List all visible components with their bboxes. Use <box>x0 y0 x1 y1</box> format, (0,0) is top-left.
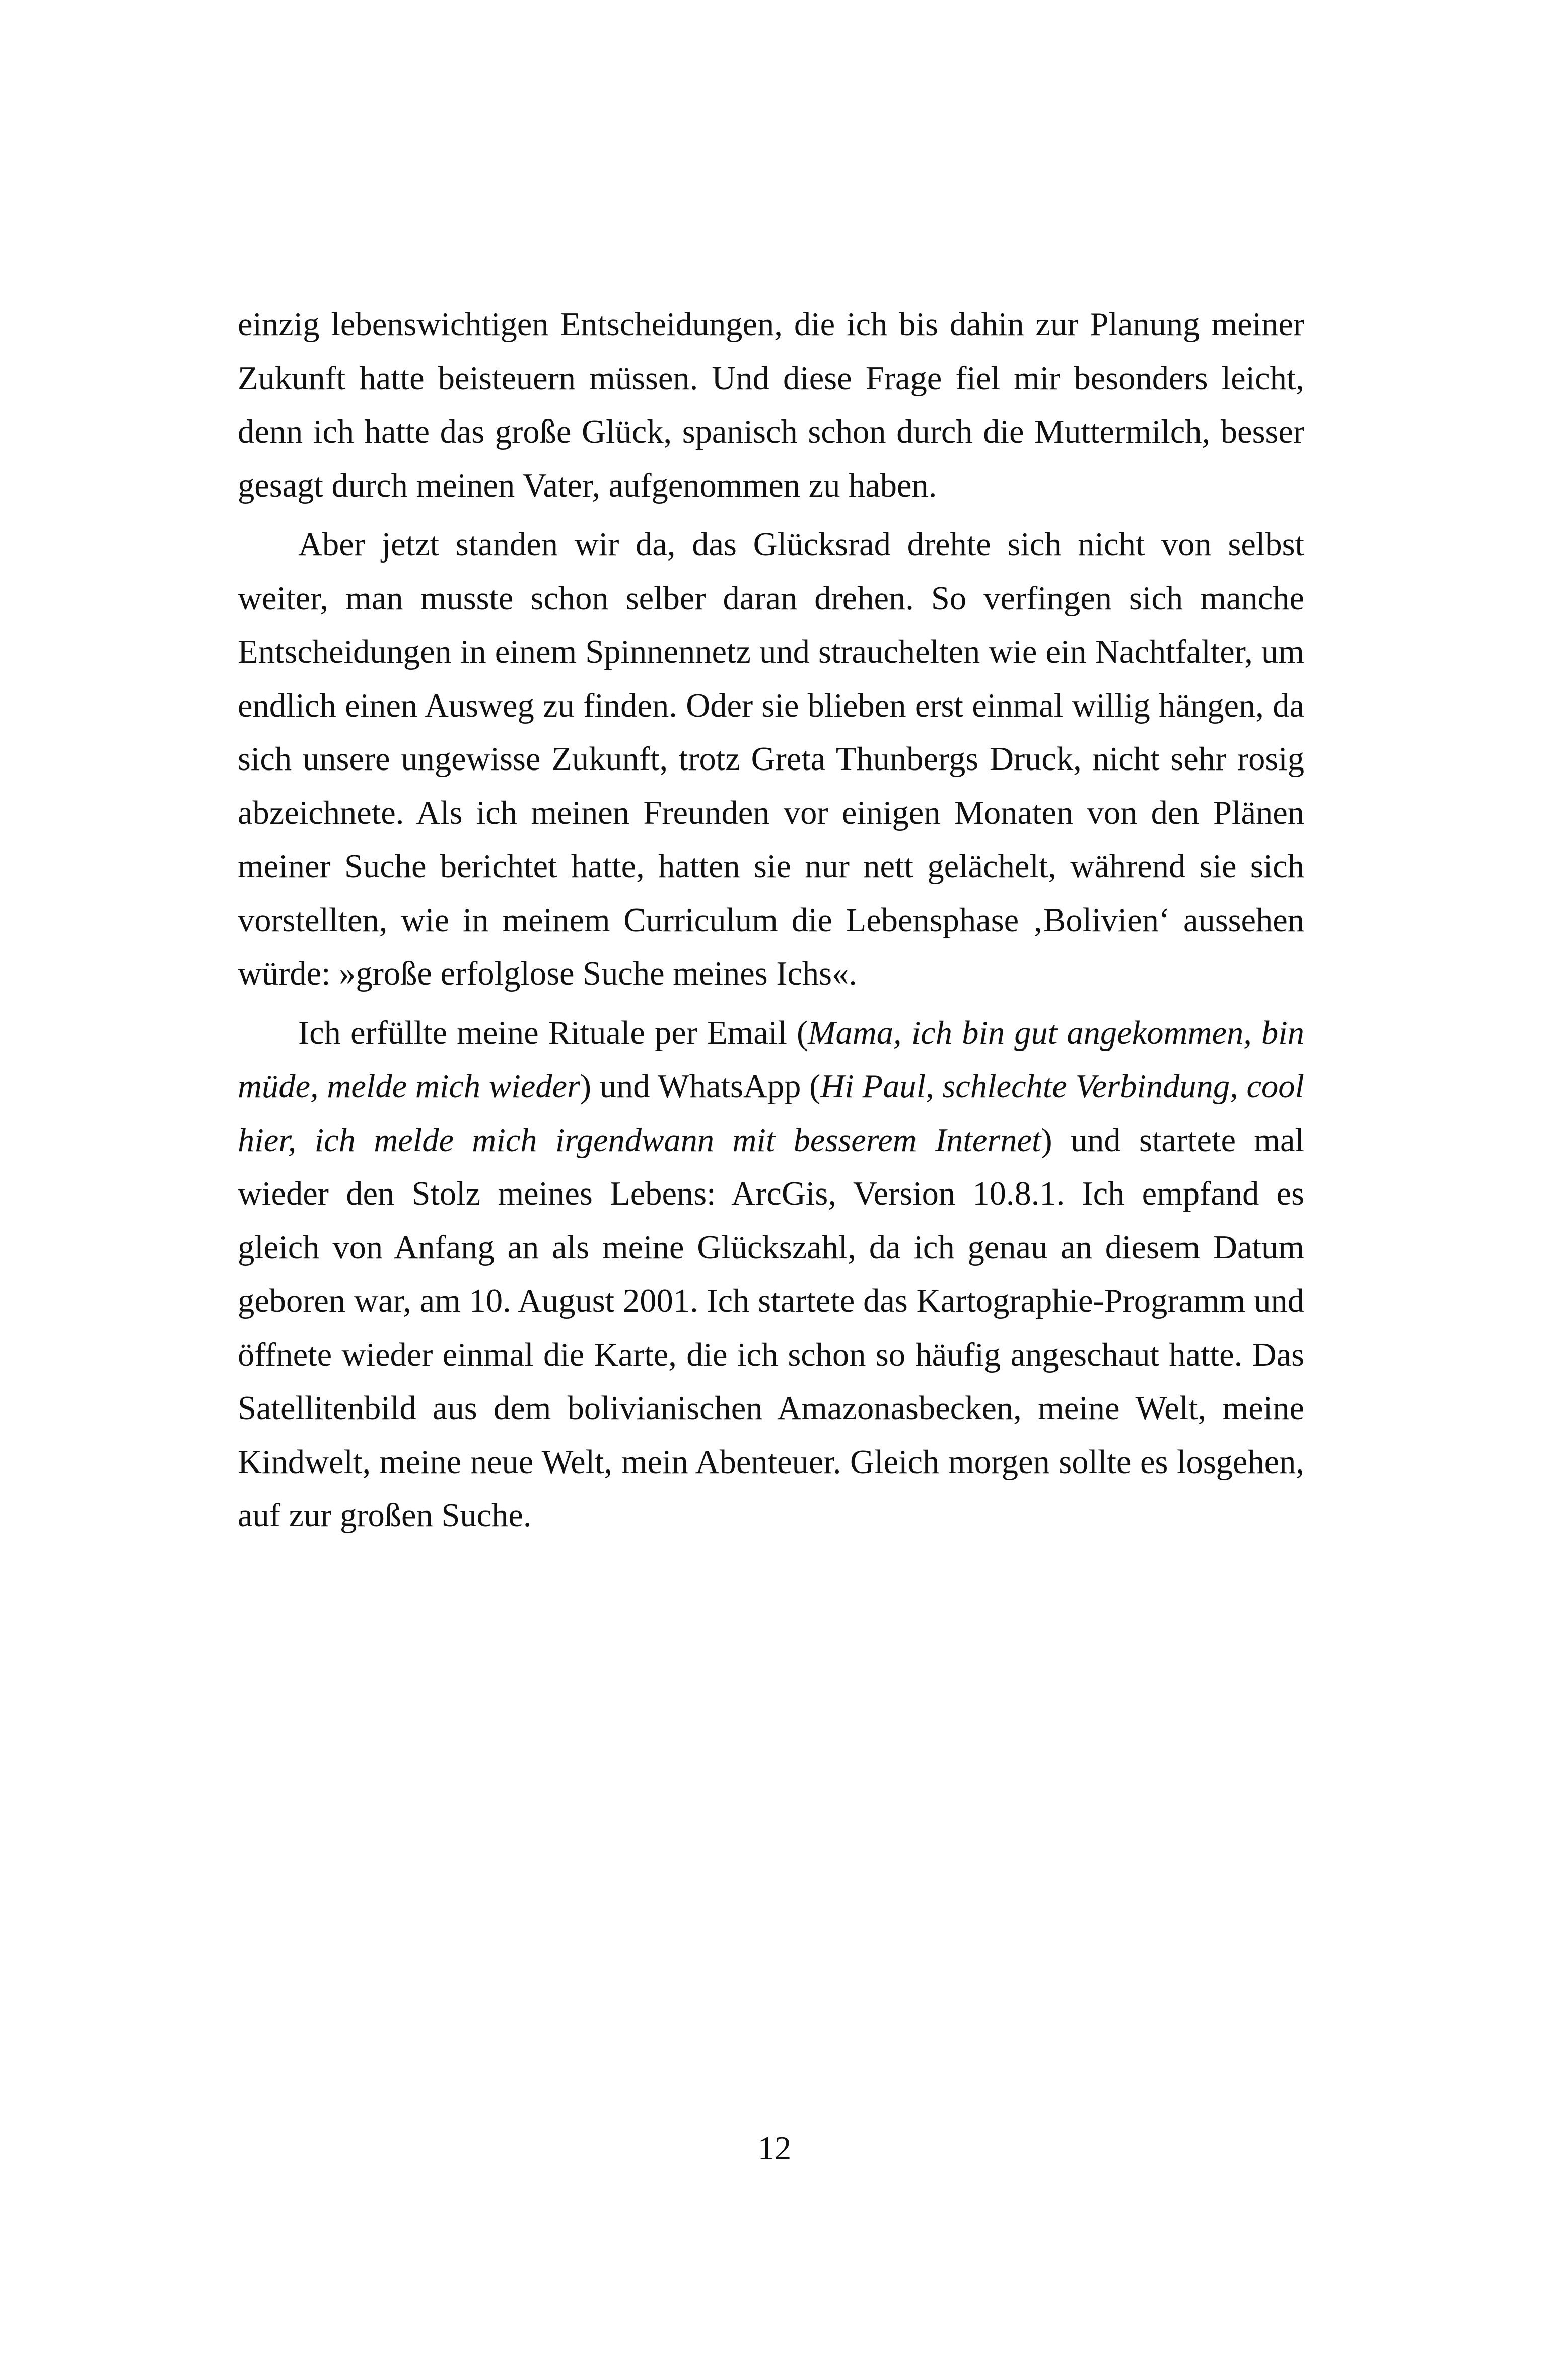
paragraph-3-text: Ich erfüllte meine Rituale per Email ( <box>298 1014 808 1052</box>
paragraph-2: Aber jetzt standen wir da, das Glücksrad drehte sich nicht von selbst weiter, man musste schon selber daran drehen. So verfingen sich manche Entscheidungen in einem Spinnennetz und strauchelten wie ein Nachtfalter, um endlich einen Ausweg zu finden. Oder sie blieben erst einmal willig hängen, da sich unsere ungewisse Zukunft, trotz Greta Thunbergs Druck, nicht sehr rosig abzeichnete. Als ich meinen Freunden vor einigen Monaten von den Plänen meiner Suche berichtet hatte, hatten sie nur nett gelächelt, während sie sich vorstellten, wie in meinem Curriculum die Lebensphase ‚Bolivien‘ aussehen würde: »große erfolglose Suche meines Ichs«. <box>238 526 1304 992</box>
paragraph-3-text: ) und startete mal wieder den Stolz meines Lebens: ArcGis, Version 10.8.1. Ich empfand es gleich von Anfang an als meine Glückszahl, da ich genau an diesem Datum geboren war, am 10. August 2001. Ich startete das Kartographie-Programm und öffnete wieder einmal die Karte, die ich schon so häufig angeschaut hatte. Das Satellitenbild aus dem bolivianischen Amazonasbecken, meine Welt, meine Kindwelt, meine neue Welt, mein Abenteuer. Gleich morgen sollte es losgehen, auf zur großen Suche. <box>238 1122 1304 1534</box>
paragraph-3-text: ) und WhatsApp ( <box>580 1068 821 1105</box>
paragraph-3 <box>238 1007 1304 1543</box>
email-message-quote: Mama, ich bin gut angekommen, bin müde, melde mich wieder <box>238 1014 1304 1105</box>
whatsapp-message-quote: Hi Paul, schlechte Verbindung, cool hier, ich melde mich irgendwann mit besserem Internet <box>238 1068 1304 1159</box>
paragraph-1: einzig lebenswichtigen Entscheidungen, die ich bis dahin zur Planung meiner Zukunft hatte beisteuern müssen. Und diese Frage fiel mir besonders leicht, denn ich hatte das große Glück, spanisch schon durch die Muttermilch, besser gesagt durch meinen Vater, aufgenommen zu haben. <box>238 306 1304 504</box>
body-text <box>238 298 1304 1543</box>
page-number: 12 <box>757 2130 792 2167</box>
